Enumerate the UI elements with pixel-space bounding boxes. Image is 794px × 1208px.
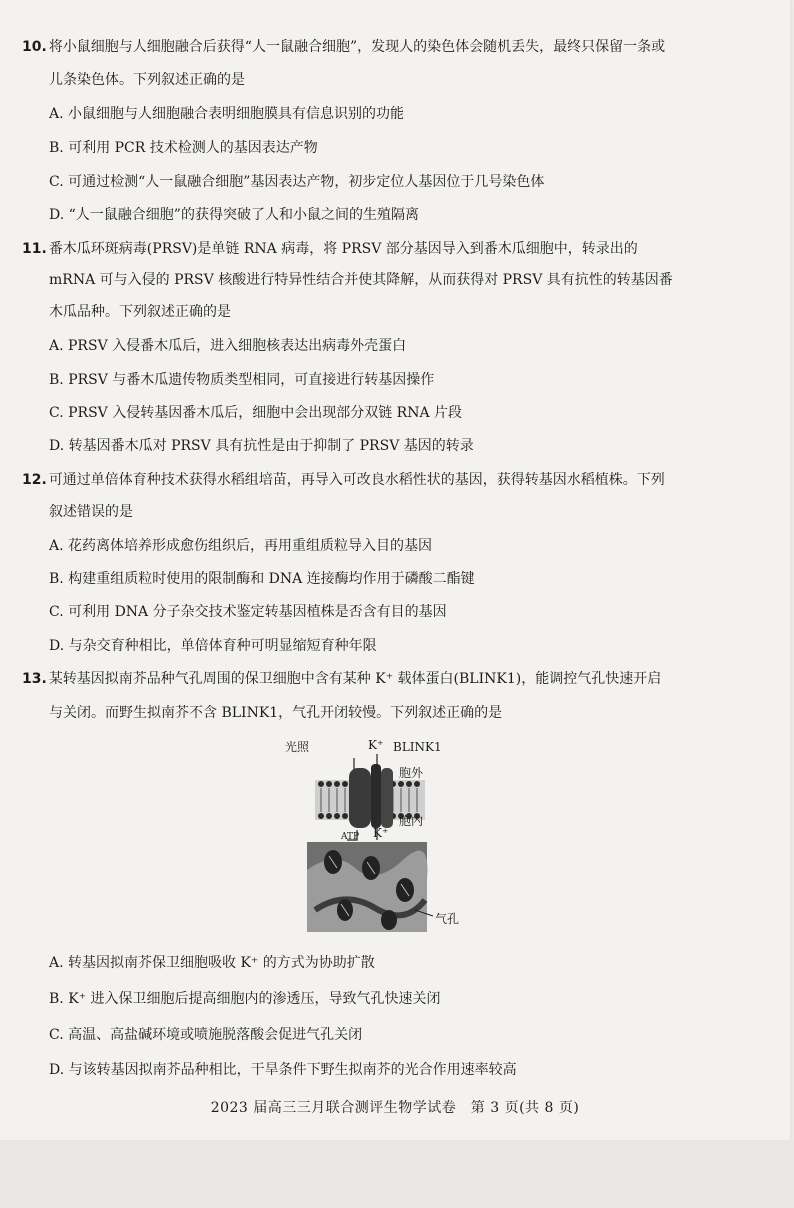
q13-option-a: A. 转基因拟南芥保卫细胞吸收 K⁺ 的方式为协助扩散 <box>49 955 375 971</box>
q12-number: 12. <box>22 472 47 488</box>
page-margin <box>0 1140 794 1208</box>
q12-option-d: D. 与杂交育种相比，单倍体育种可明显缩短育种年限 <box>49 638 377 654</box>
label-light: 光照 <box>285 740 310 754</box>
label-atp: ATP <box>341 832 360 842</box>
q10-option-b: B. 可利用 PCR 技术检测人的基因表达产物 <box>49 140 318 156</box>
label-stoma: 气孔 <box>435 912 460 926</box>
q10-option-d: D. “人一鼠融合细胞”的获得突破了人和小鼠之间的生殖隔离 <box>49 207 419 223</box>
q13-number: 13. <box>22 671 47 687</box>
label-k-inside: K⁺ <box>373 826 389 840</box>
blink1-channel-protein <box>371 764 393 828</box>
page-footer: 2023 届高三三月联合测评生物学试卷 第 3 页(共 8 页) <box>210 1100 580 1116</box>
q11-stem-line3: 木瓜品种。下列叙述正确的是 <box>49 304 231 320</box>
q11-stem-line1: 11. 番木瓜环斑病毒(PRSV)是单链 RNA 病毒，将 PRSV 部分基因导入到番木瓜细胞中，转录出的 <box>22 241 638 257</box>
q10-number: 10. <box>22 39 47 55</box>
q12-option-b: B. 构建重组质粒时使用的限制酶和 DNA 连接酶均作用于磷酸二酯键 <box>49 571 475 587</box>
q13-stem-line2: 与关闭。而野生拟南芥不含 BLINK1，气孔开闭较慢。下列叙述正确的是 <box>49 705 503 721</box>
q13-option-b: B. K⁺ 进入保卫细胞后提高细胞内的渗透压，导致气孔快速关闭 <box>49 991 441 1007</box>
label-k-outside: K⁺ <box>368 738 384 752</box>
q10-option-a: A. 小鼠细胞与人细胞融合表明细胞膜具有信息识别的功能 <box>49 106 405 122</box>
q11-option-a: A. PRSV 入侵番木瓜后，进入细胞核表达出病毒外壳蛋白 <box>49 338 407 354</box>
label-blink1: BLINK1 <box>393 740 442 754</box>
q11-option-b: B. PRSV 与番木瓜遗传物质类型相同，可直接进行转基因操作 <box>49 372 435 388</box>
stoma-micrograph <box>307 842 433 932</box>
q10-stem-line2: 儿条染色体。下列叙述正确的是 <box>49 72 245 88</box>
q12-option-c: C. 可利用 DNA 分子杂交技术鉴定转基因植株是否含有目的基因 <box>49 604 447 620</box>
q10-stem-line1: 10. 将小鼠细胞与人细胞融合后获得“人一鼠融合细胞”，发现人的染色体会随机丢失，最终只保留一条或 <box>22 39 666 55</box>
q10-option-c: C. 可通过检测“人一鼠融合细胞”基因表达产物，初步定位人基因位于几号染色体 <box>49 174 545 190</box>
label-extracellular: 胞外 <box>399 766 424 780</box>
q11-number: 11. <box>22 241 47 257</box>
q12-stem-line1: 12. 可通过单倍体育种技术获得水稻组培苗，再导入可改良水稻性状的基因，获得转基因水稻植株。下列 <box>22 472 665 488</box>
q13-stem-line1: 13. 某转基因拟南芥品种气孔周围的保卫细胞中含有某种 K⁺ 载体蛋白(BLINK1)，能调控气孔快速开启 <box>22 671 662 687</box>
q12-option-a: A. 花药离体培养形成愈伤组织后，再用重组质粒导入目的基因 <box>49 538 433 554</box>
guard-cell-figure <box>285 740 465 935</box>
q11-option-d: D. 转基因番木瓜对 PRSV 具有抗性是由于抑制了 PRSV 基因的转录 <box>49 438 474 454</box>
q12-stem-line2: 叙述错误的是 <box>49 504 133 520</box>
q13-option-d: D. 与该转基因拟南芥品种相比，干旱条件下野生拟南芥的光合作用速率较高 <box>49 1062 517 1078</box>
light-receptor-protein <box>349 768 371 828</box>
q13-option-c: C. 高温、高盐碱环境或喷施脱落酸会促进气孔关闭 <box>49 1027 363 1043</box>
q11-option-c: C. PRSV 入侵转基因番木瓜后，细胞中会出现部分双链 RNA 片段 <box>49 405 463 421</box>
q11-stem-line2: mRNA 可与入侵的 PRSV 核酸进行特异性结合并使其降解，从而获得对 PRSV 具有抗性的转基因番 <box>49 272 673 288</box>
label-intracellular: 胞内 <box>399 814 424 828</box>
